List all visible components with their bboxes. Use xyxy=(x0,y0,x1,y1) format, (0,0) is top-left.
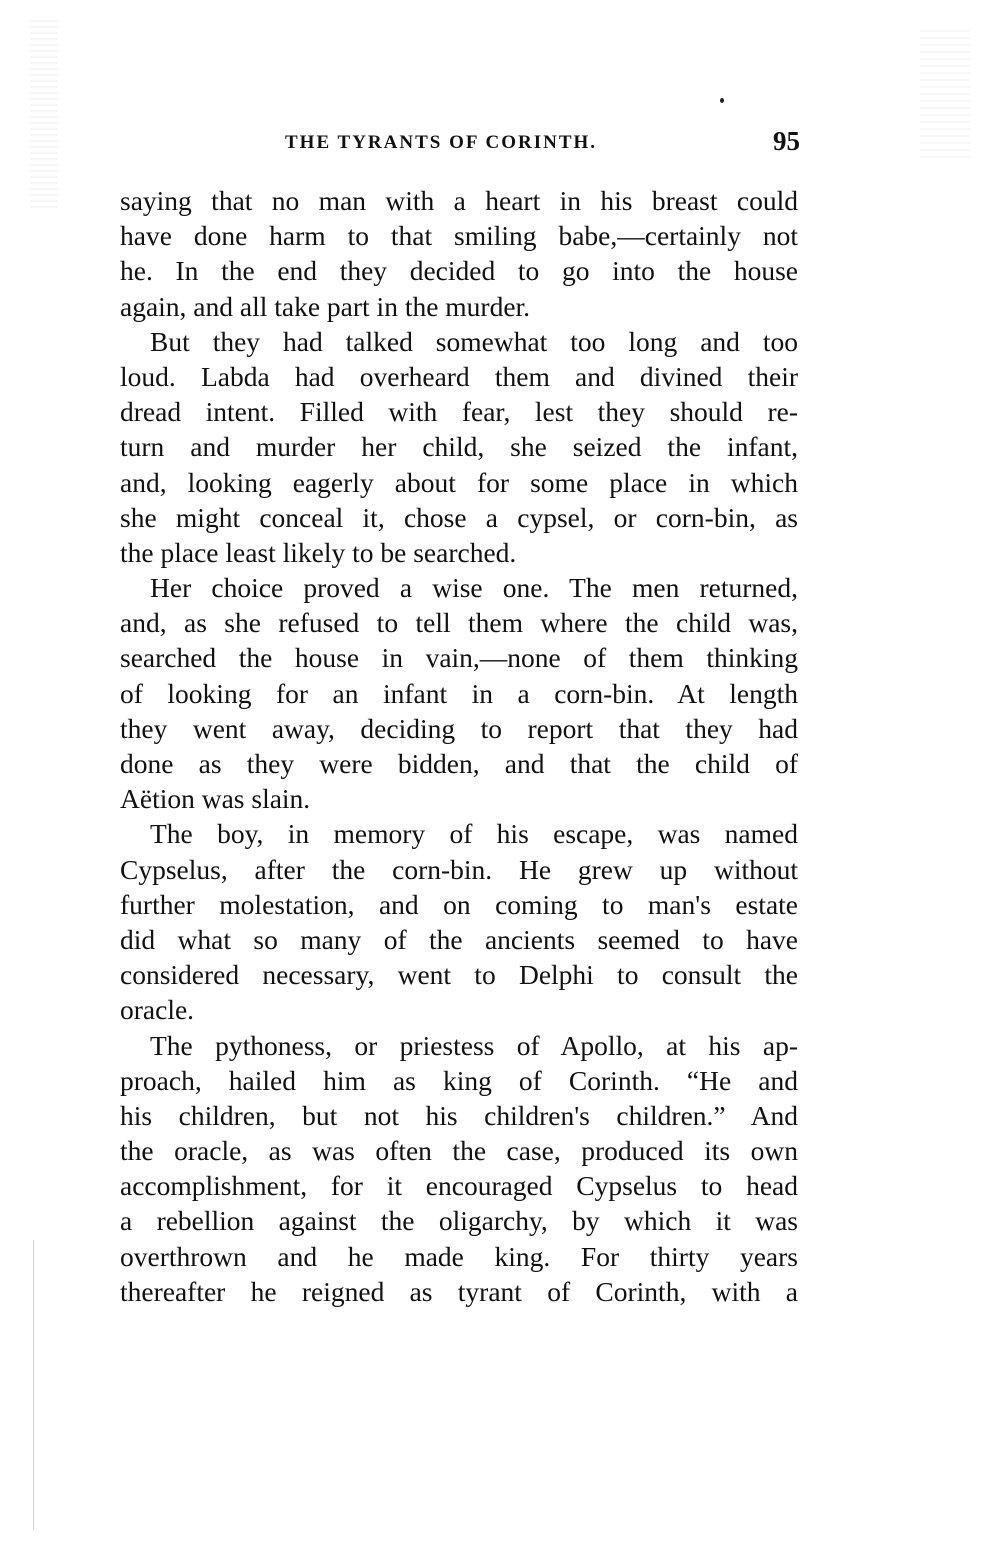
scan-line xyxy=(33,1240,34,1530)
text-line: overthrown and he made king. For thirty years xyxy=(120,1240,798,1272)
body-text xyxy=(120,183,798,1309)
text-line: and, looking eagerly about for some place in which xyxy=(120,466,798,498)
text-line: of looking for an infant in a corn-bin. At length xyxy=(120,677,798,709)
text-line: again, and all take part in the murder. xyxy=(120,290,531,322)
ink-speck xyxy=(720,98,724,103)
text-line: thereafter he reigned as tyrant of Corinth, with a xyxy=(120,1275,798,1307)
text-line: did what so many of the ancients seemed to have xyxy=(120,923,798,955)
text-line: the place least likely to be searched. xyxy=(120,536,517,568)
page-number: 95 xyxy=(773,126,800,156)
text-line: But they had talked somewhat too long and too xyxy=(150,325,798,357)
text-line: they went away, deciding to report that they had xyxy=(120,712,798,744)
running-title: THE TYRANTS OF CORINTH. xyxy=(285,132,598,153)
scan-noise-right xyxy=(920,30,970,160)
text-line: loud. Labda had overheard them and divined their xyxy=(120,360,798,392)
text-line: and, as she refused to tell them where the child was, xyxy=(120,607,798,639)
text-line: his children, but not his children's children.” And xyxy=(120,1099,798,1131)
text-line: he. In the end they decided to go into the house xyxy=(120,255,798,287)
text-line: Her choice proved a wise one. The men returned, xyxy=(150,572,798,604)
text-line: she might conceal it, chose a cypsel, or corn-bin, as xyxy=(120,501,798,533)
text-line: have done harm to that smiling babe,—certainly not xyxy=(120,220,798,252)
text-line: Cypselus, after the corn-bin. He grew up without xyxy=(120,853,798,885)
text-line: proach, hailed him as king of Corinth. “He and xyxy=(120,1064,798,1096)
text-line: further molestation, and on coming to man's estate xyxy=(120,888,798,920)
page-header xyxy=(120,128,800,164)
text-line: searched the house in vain,—none of them thinking xyxy=(120,642,798,674)
text-line: The boy, in memory of his escape, was named xyxy=(150,818,798,850)
scan-noise-left xyxy=(30,20,58,210)
text-line: done as they were bidden, and that the child of xyxy=(120,748,798,779)
text-line: The pythoness, or priestess of Apollo, at his ap- xyxy=(150,1029,798,1061)
text-line: considered necessary, went to Delphi to consult the xyxy=(120,959,798,991)
text-line: Aëtion was slain. xyxy=(120,783,311,815)
text-line: turn and murder her child, she seized the infant, xyxy=(120,431,798,463)
text-line: oracle. xyxy=(120,994,195,1026)
text-line: a rebellion against the oligarchy, by which it was xyxy=(120,1205,798,1237)
text-line: the oracle, as was often the case, produced its own xyxy=(120,1135,798,1167)
text-line: dread intent. Filled with fear, lest they should re- xyxy=(120,396,798,428)
text-line: accomplishment, for it encouraged Cypselus to head xyxy=(120,1170,798,1202)
text-line: saying that no man with a heart in his breast could xyxy=(120,185,798,216)
